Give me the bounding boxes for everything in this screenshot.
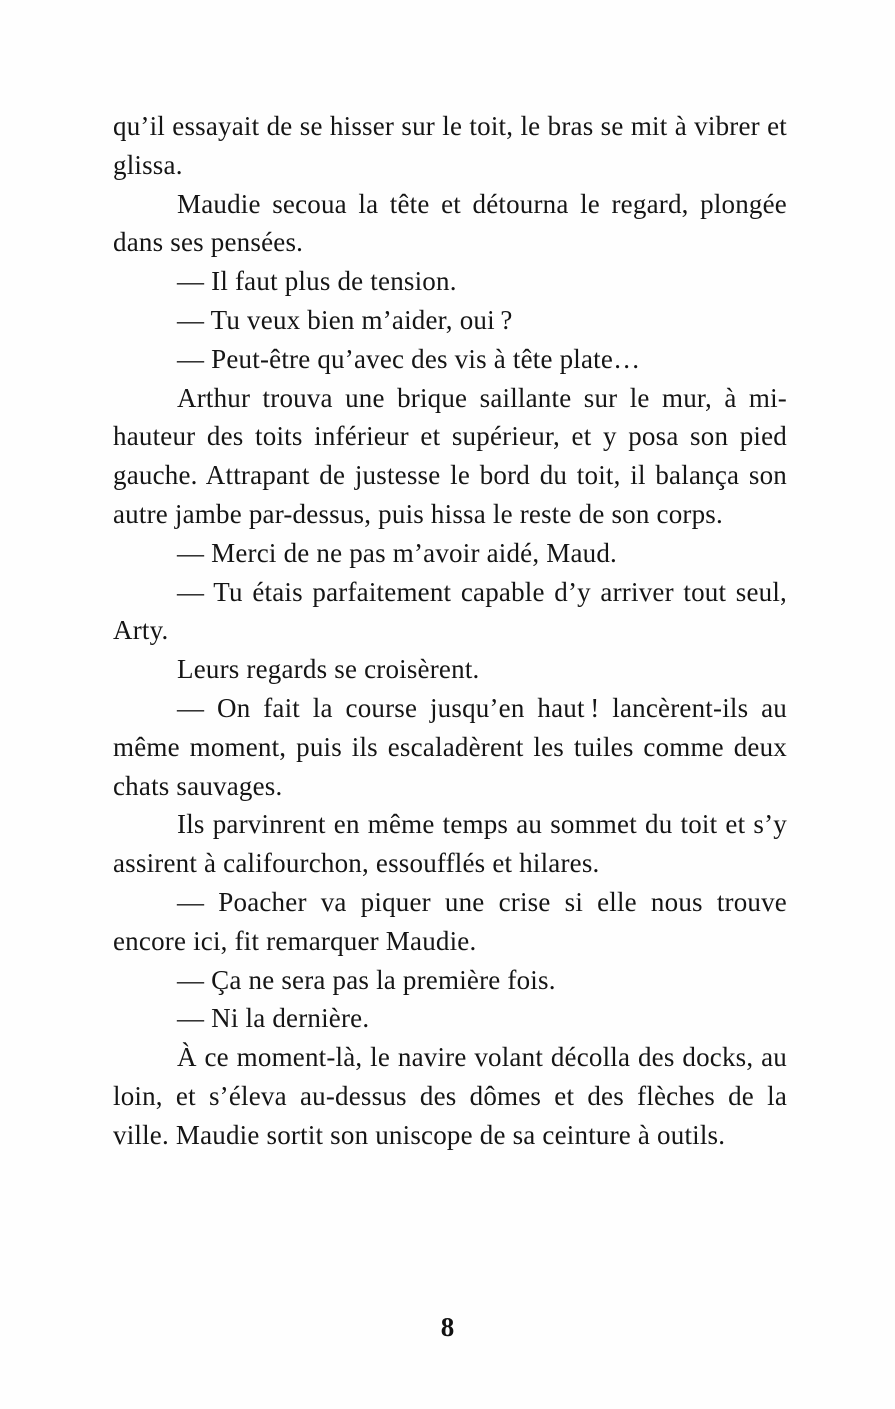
paragraph: Ils parvinrent en même temps au sommet du toit et s’y assirent à califourchon, essoufflés et hilares. (113, 809, 787, 879)
paragraph: Leurs regards se croisèrent. (177, 654, 480, 685)
dialogue-line: — Tu étais parfaitement capable d’y arriver tout seul, Arty. (113, 576, 787, 646)
dialogue-line: — Il faut plus de tension. (177, 266, 457, 297)
dialogue-line: — Peut-être qu’avec des vis à tête plate… (177, 343, 641, 374)
dialogue-line: — Poacher va piquer une crise si elle nous trouve encore ici, fit remarquer Maudie. (113, 886, 787, 956)
paragraph: À ce moment-là, le navire volant décolla des docks, au loin, et s’éleva au-dessus des dômes et des flèches de la ville. Maudie sortit son uniscope de sa ceinture à outils. (113, 1042, 787, 1150)
page-text-block (113, 107, 787, 1155)
dialogue-line: — Ça ne sera pas la première fois. (177, 964, 556, 995)
dialogue-line: — Ni la dernière. (177, 1003, 370, 1034)
dialogue-line: — Tu veux bien m’aider, oui ? (177, 304, 513, 335)
paragraph: Arthur trouva une brique saillante sur le mur, à mi-hauteur des toits inférieur et supérieur, et y posa son pied gauche. Attrapant de justesse le bord du toit, il balança son autre jambe par-dessus, puis hissa le reste de son corps. (113, 382, 787, 529)
paragraph-continuation: qu’il essayait de se hisser sur le toit, le bras se mit à vibrer et glissa. (113, 111, 787, 180)
paragraph: Maudie secoua la tête et détourna le regard, plongée dans ses pensées. (113, 188, 787, 258)
dialogue-line: — On fait la course jusqu’en haut ! lancèrent-ils au même moment, puis ils escaladèrent les tuiles comme deux chats sauvages. (113, 692, 787, 801)
dialogue-line: — Merci de ne pas m’avoir aidé, Maud. (177, 537, 618, 568)
page-number: 8 (440, 1312, 455, 1342)
